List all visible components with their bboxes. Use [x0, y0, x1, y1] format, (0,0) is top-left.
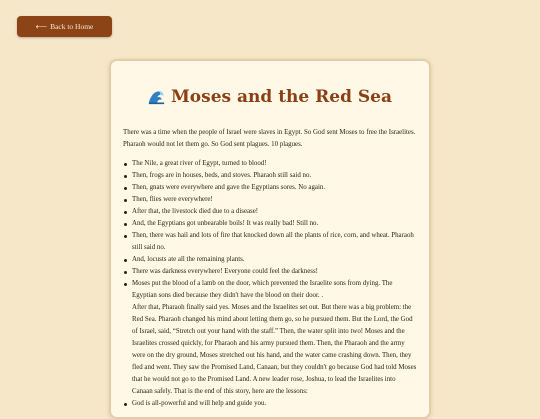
back-to-home-button[interactable]	[17, 16, 112, 37]
list-item: After that, the livestock died due to a disease!	[132, 206, 417, 218]
back-to-home-label: Back to Home	[50, 22, 94, 31]
wave-icon	[148, 88, 165, 111]
plagues-list	[123, 158, 417, 302]
story-card	[109, 59, 431, 419]
arrow-left-icon: ⟵	[35, 22, 48, 31]
story-paragraph: After that, Pharaoh finally said yes. Moses and the Israelites set out. But there was a big problem: the Red Sea. Pharaoh changed his mind about letting them go, so he pursued them. But the Lord, the God of Israel, said, “Stretch out your hand with the staff.” Then, the water split into two! Moses and the Israelites crossed quickly, for Pharaoh and his army pursued them. Then, the Pharaoh and the army were on the dry ground, Moses stretched out his hand, and the water came crashing down. Then, they fled and went. They saw the Promised Land, Canaan, but they couldn't go because God had told Moses that he would not go to the Promised Land. A new leader rose, Joshua, to lead the Israelites into Canaan safely. That is the end of this story, here are the lessons:	[132, 304, 417, 395]
list-item: And, locusts ate all the remaining plants.	[132, 254, 417, 266]
list-item: There was darkness everywhere! Everyone could feel the darkness!	[132, 266, 417, 278]
page-title-text: Moses and the Red Sea	[170, 87, 393, 107]
list-item: Then, there was hail and lots of fire that knocked down all the plants of rice, corn, and wheat. Pharaoh still said no.	[132, 230, 417, 254]
list-item: God is all-powerful and will help and guide you.	[132, 398, 417, 410]
list-item: Then, frogs are in houses, beds, and stoves. Pharaoh still said no.	[132, 170, 417, 182]
list-item: Moses put the blood of a lamb on the door, which prevented the Israelite sons from dying. The Egyptian sons died because they didn't have the blood on their door. .	[132, 278, 417, 302]
page-title	[123, 86, 417, 111]
list-item: Then, flies were everywhere!	[132, 194, 417, 206]
list-item: And, the Egyptians got unbearable boils! It was really bad! Still no.	[132, 218, 417, 230]
intro-paragraph: There was a time when the people of Israel were slaves in Egypt. So God sent Moses to free the Israelites. Pharaoh would not let them go. So God sent plagues. 10 plagues.	[123, 129, 416, 148]
lessons-list	[123, 398, 417, 410]
list-item: Then, gnats were everywhere and gave the Egyptians sores. No again.	[132, 182, 417, 194]
list-item: The Nile, a great river of Egypt, turned to blood!	[132, 158, 417, 170]
